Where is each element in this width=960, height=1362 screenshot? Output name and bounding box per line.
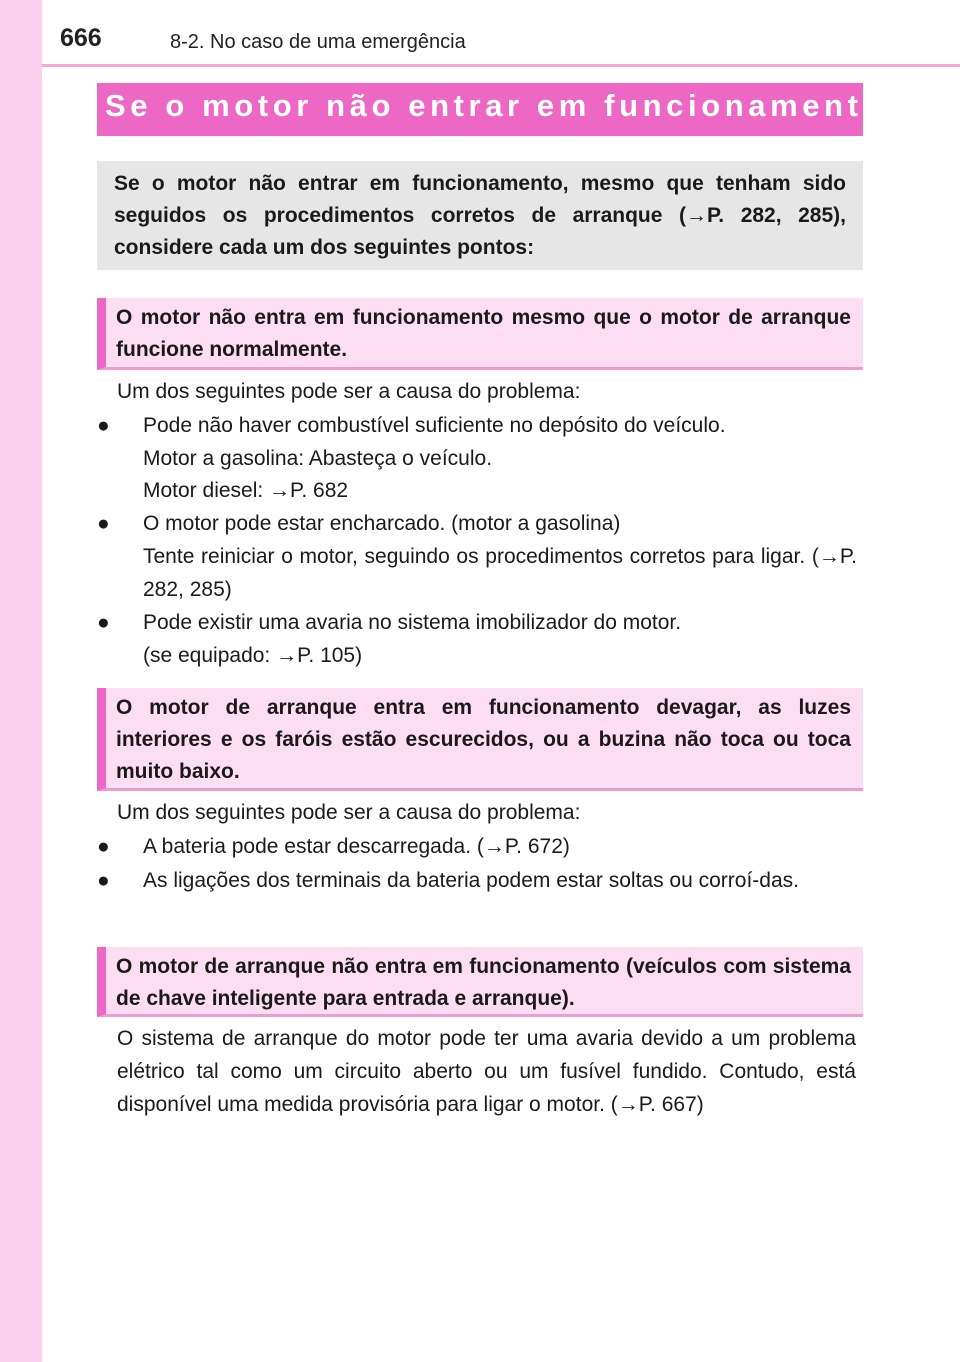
- bullet-icon: ●: [97, 869, 110, 892]
- bullet-detail: [97, 540, 857, 606]
- section-lead: Um dos seguintes pode ser a causa do problema:: [117, 801, 581, 824]
- bullet-icon: ●: [97, 512, 110, 535]
- list-item: [97, 507, 857, 540]
- list-item: [97, 864, 857, 897]
- list-item: [97, 606, 857, 639]
- section-heading-2: [97, 688, 863, 791]
- page-number: 666: [60, 24, 102, 52]
- bullet-sub-line: (se equipado: →P. 105): [143, 644, 363, 667]
- section-body: O sistema de arranque do motor pode ter uma avaria devido a um problema elétrico tal como um circuito aberto ou um fusível fundido. Contudo, está disponível uma medida provisória para ligar o motor. (→P. 667): [117, 1027, 856, 1116]
- bullet-text: Pode não haver combustível suficiente no depósito do veículo.: [143, 414, 726, 437]
- bullet-text: O motor pode estar encharcado. (motor a gasolina): [143, 512, 621, 535]
- section-heading-text: O motor de arranque não entra em funcionamento (veículos com sistema de chave inteligente para entrada e arranque).: [116, 955, 851, 1010]
- bullet-sub-line: Motor diesel: →P. 682: [143, 479, 349, 502]
- side-color-bar: [0, 0, 42, 1362]
- section-heading-text: O motor não entra em funcionamento mesmo que o motor de arranque funcione normalmente.: [116, 306, 851, 361]
- bullet-text: Pode existir uma avaria no sistema imobilizador do motor.: [143, 611, 682, 634]
- intro-box: [97, 161, 863, 270]
- bullet-sub-line: Motor a gasolina: Abasteça o veículo.: [143, 447, 493, 470]
- section-heading-3: [97, 947, 863, 1017]
- list-item: [97, 830, 857, 863]
- chapter-title: 8-2. No caso de uma emergência: [170, 31, 466, 53]
- list-item: [97, 409, 857, 442]
- bullet-text: As ligações dos terminais da bateria podem estar soltas ou corroí-das.: [143, 869, 799, 892]
- intro-text: Se o motor não entrar em funcionamento, mesmo que tenham sido seguidos os procedimentos corretos de arranque (→P. 282, 285), considere cada um dos seguintes pontos:: [114, 172, 846, 259]
- bullet-icon: ●: [97, 611, 110, 634]
- bullet-icon: ●: [97, 414, 110, 437]
- bullet-icon: ●: [97, 835, 110, 858]
- bullet-detail-text: Tente reiniciar o motor, seguindo os procedimentos corretos para ligar. (→P. 282, 285): [143, 545, 857, 601]
- header-divider: [42, 64, 960, 67]
- section-heading-text: O motor de arranque entra em funcionamento devagar, as luzes interiores e os faróis estão escurecidos, ou a buzina não toca ou toca muito baixo.: [116, 696, 851, 783]
- section-lead: Um dos seguintes pode ser a causa do problema:: [117, 380, 581, 403]
- section-heading-1: [97, 298, 863, 370]
- bullet-text: A bateria pode estar descarregada. (→P. 672): [143, 835, 570, 858]
- page-title: Se o motor não entrar em funcionamento: [105, 88, 887, 123]
